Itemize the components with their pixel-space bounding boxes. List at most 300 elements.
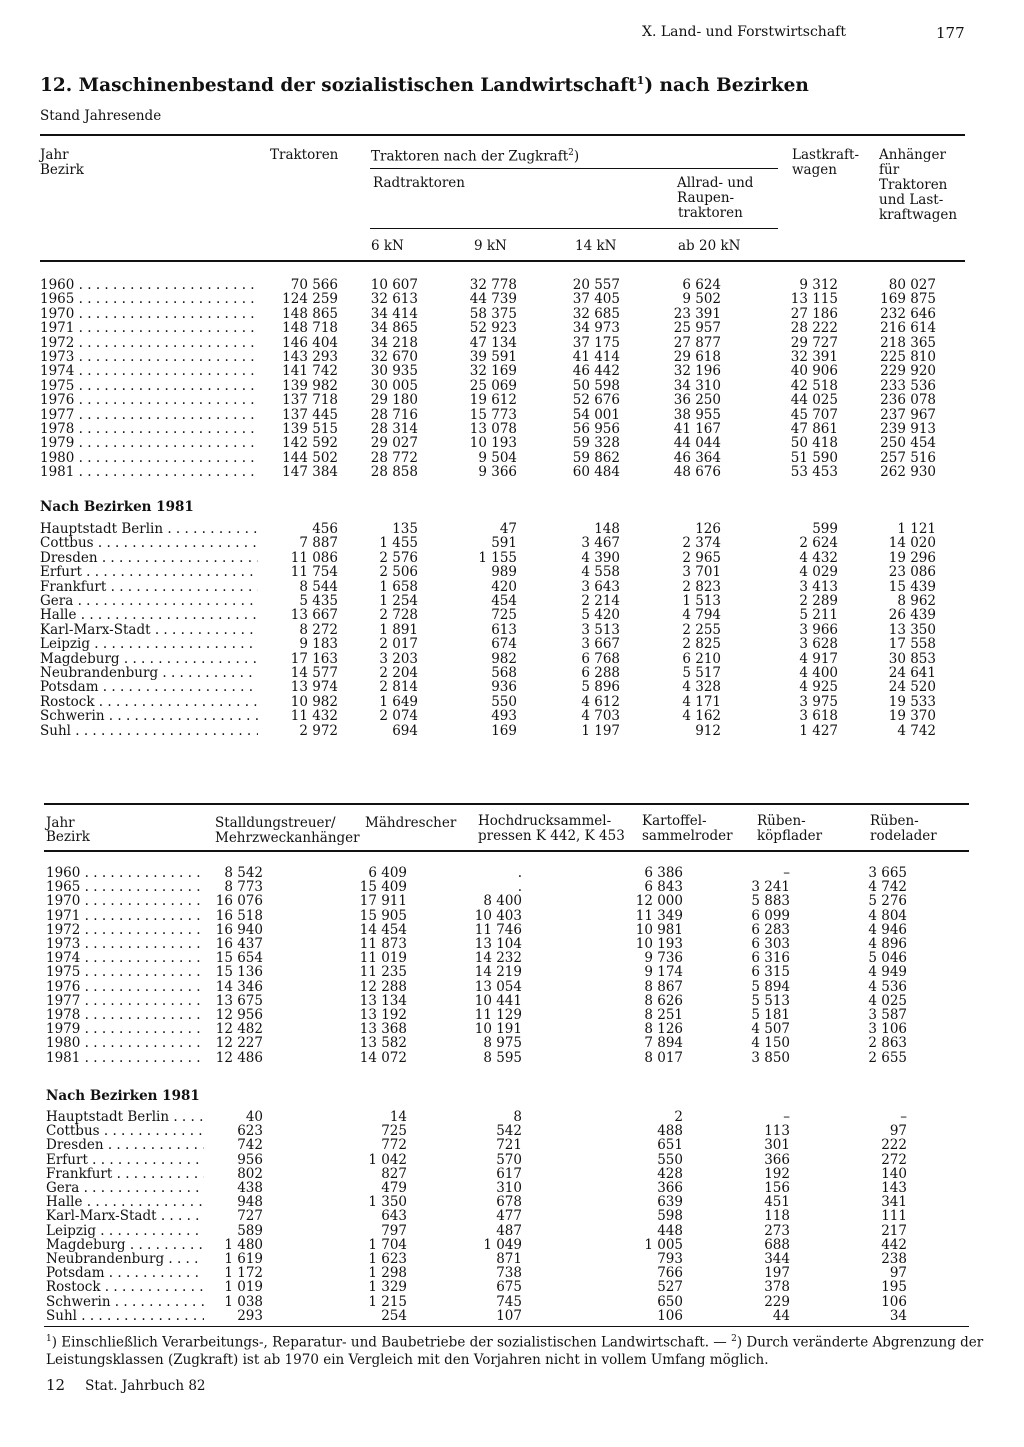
t2-head-kartoffel bbox=[642, 814, 733, 844]
table-cell: 4 400 bbox=[799, 665, 838, 681]
table-cell: 2 255 bbox=[682, 621, 721, 638]
row-label: 1976 . . . bbox=[46, 980, 204, 994]
table-cell: 8 bbox=[513, 1109, 522, 1125]
table-cell: 25 957 bbox=[673, 320, 721, 337]
table-cell: 34 310 bbox=[673, 377, 721, 394]
t2-head-kart-line1: Kartoffel- bbox=[642, 813, 707, 829]
t1-head-anh-line1: Anhänger bbox=[879, 147, 946, 163]
t2-head-rr-line1: Rüben- bbox=[870, 813, 919, 829]
t2-head-hoch-line2: pressen K 442, K 453 bbox=[478, 828, 625, 844]
row-label: Neubrandenburg . . . bbox=[46, 1252, 204, 1266]
row-label: Dresden . . . bbox=[40, 551, 258, 565]
table-cell: 12 486 bbox=[215, 1049, 263, 1066]
table-cell: 3 667 bbox=[581, 636, 620, 653]
table-cell: 42 518 bbox=[790, 377, 838, 394]
table-cell: 1 513 bbox=[682, 593, 721, 609]
table-cell: 11 873 bbox=[359, 936, 407, 952]
table-cell: 27 877 bbox=[673, 334, 721, 351]
table-cell: 1 019 bbox=[224, 1279, 263, 1296]
table-cell: 13 582 bbox=[359, 1035, 407, 1052]
table-cell: 8 544 bbox=[299, 578, 338, 595]
table-cell: 2 204 bbox=[379, 665, 418, 681]
table-cell: 216 614 bbox=[880, 320, 936, 337]
table-cell: 273 bbox=[764, 1222, 790, 1239]
table-cell: 13 134 bbox=[359, 992, 407, 1009]
table-row bbox=[0, 1181, 1024, 1195]
table-cell: 1 891 bbox=[379, 621, 418, 638]
table-cell: 550 bbox=[657, 1151, 683, 1168]
table-cell: 1 215 bbox=[368, 1293, 407, 1310]
table-row bbox=[0, 637, 1024, 651]
table-row bbox=[0, 951, 1024, 965]
table-cell: 4 150 bbox=[751, 1035, 790, 1052]
t2-head-jahr: Jahr bbox=[46, 815, 75, 831]
table-cell: – bbox=[783, 1109, 790, 1125]
table-cell: 8 773 bbox=[224, 879, 263, 896]
table-cell: 8 595 bbox=[483, 1049, 522, 1066]
row-label: Gera . . . bbox=[40, 594, 258, 608]
table-cell: 8 126 bbox=[644, 1021, 683, 1038]
table-cell: 2 374 bbox=[682, 535, 721, 552]
table-cell: 4 029 bbox=[799, 564, 838, 581]
table-cell: 222 bbox=[881, 1137, 907, 1154]
table-cell: 438 bbox=[237, 1180, 263, 1196]
table-cell: 989 bbox=[491, 564, 517, 581]
table-row bbox=[0, 1195, 1024, 1209]
table-cell: 688 bbox=[764, 1236, 790, 1253]
table-cell: 738 bbox=[496, 1265, 522, 1282]
table2-bottom-rule bbox=[44, 1326, 969, 1327]
table-cell: 623 bbox=[237, 1123, 263, 1140]
table-cell: 47 134 bbox=[469, 334, 517, 351]
table-cell: 3 975 bbox=[799, 693, 838, 710]
table-cell: 2 825 bbox=[682, 636, 721, 653]
table-cell: 1 623 bbox=[368, 1251, 407, 1267]
table-cell: 143 293 bbox=[282, 349, 338, 365]
table-cell: 32 685 bbox=[572, 305, 620, 322]
table-cell: 13 115 bbox=[790, 291, 838, 308]
row-label: 1977 . . . bbox=[40, 408, 258, 422]
table-cell: 5 046 bbox=[868, 950, 907, 967]
table-row bbox=[0, 709, 1024, 723]
table-cell: 14 020 bbox=[888, 535, 936, 552]
table-cell: 6 288 bbox=[581, 665, 620, 681]
table-cell: 41 414 bbox=[572, 349, 620, 365]
row-label: 1971 . . . bbox=[46, 909, 204, 923]
table-cell: 5 211 bbox=[799, 607, 838, 624]
table-cell: 793 bbox=[657, 1251, 683, 1267]
table-cell: 1 704 bbox=[368, 1236, 407, 1253]
table-cell: 44 739 bbox=[469, 291, 517, 308]
table-row bbox=[0, 436, 1024, 450]
table-cell: 148 865 bbox=[282, 305, 338, 322]
table-row bbox=[0, 551, 1024, 565]
table-cell: 29 180 bbox=[370, 392, 418, 409]
table-cell: 143 bbox=[881, 1180, 907, 1196]
table-cell: 28 716 bbox=[370, 406, 418, 423]
t2-head-kart-line2: sammelroder bbox=[642, 828, 733, 844]
table-cell: 725 bbox=[381, 1123, 407, 1140]
table-cell: 599 bbox=[812, 521, 838, 537]
table-cell: 225 810 bbox=[880, 349, 936, 365]
table-cell: 13 054 bbox=[474, 978, 522, 995]
row-label: 1960 . . . bbox=[46, 866, 204, 880]
table-cell: 2 655 bbox=[868, 1049, 907, 1066]
table-cell: 10 982 bbox=[290, 693, 338, 710]
table-cell: 238 bbox=[881, 1251, 907, 1267]
table-cell: 44 025 bbox=[790, 392, 838, 409]
table-cell: 34 218 bbox=[370, 334, 418, 351]
table-cell: 47 861 bbox=[790, 421, 838, 437]
table-cell: 3 203 bbox=[379, 650, 418, 667]
table-row bbox=[0, 1209, 1024, 1223]
table-row bbox=[0, 623, 1024, 637]
table-cell: 11 086 bbox=[290, 549, 338, 566]
table-cell: 4 328 bbox=[682, 679, 721, 696]
table-cell: 272 bbox=[881, 1151, 907, 1168]
table-row bbox=[0, 695, 1024, 709]
table-cell: 80 027 bbox=[888, 277, 936, 293]
footer-source: Stat. Jahrbuch 82 bbox=[85, 1378, 206, 1394]
table-cell: 56 956 bbox=[572, 421, 620, 437]
table-cell: 488 bbox=[657, 1123, 683, 1140]
row-label: Leipzig . . . bbox=[46, 1224, 204, 1238]
table-cell: 2 074 bbox=[379, 708, 418, 725]
row-label: Schwerin . . . bbox=[40, 709, 258, 723]
table-row bbox=[0, 580, 1024, 594]
table-cell: 912 bbox=[695, 722, 721, 739]
table-cell: 34 865 bbox=[370, 320, 418, 337]
table-row bbox=[0, 980, 1024, 994]
table-cell: 4 612 bbox=[581, 693, 620, 710]
table-cell: 169 bbox=[491, 722, 517, 739]
t2-section-bezirke: Nach Bezirken 1981 bbox=[46, 1088, 200, 1104]
table-row bbox=[0, 965, 1024, 979]
table-cell: 13 368 bbox=[359, 1021, 407, 1038]
table-cell: 8 626 bbox=[644, 992, 683, 1009]
table-cell: 29 027 bbox=[370, 435, 418, 452]
table-cell: 4 558 bbox=[581, 564, 620, 581]
table-cell: 2 624 bbox=[799, 535, 838, 552]
table-row bbox=[0, 608, 1024, 622]
table-cell: 568 bbox=[491, 665, 517, 681]
table-cell: 24 520 bbox=[888, 679, 936, 696]
table-cell: 598 bbox=[657, 1208, 683, 1225]
table-cell: 51 590 bbox=[790, 449, 838, 466]
table-cell: 13 350 bbox=[888, 621, 936, 638]
t2-head-rk-line2: köpflader bbox=[757, 828, 823, 844]
table-cell: 1 455 bbox=[379, 535, 418, 552]
t2-head-maehdrescher: Mähdrescher bbox=[365, 815, 457, 831]
table-row bbox=[0, 1036, 1024, 1050]
table-cell: 454 bbox=[491, 593, 517, 609]
table-cell: 34 414 bbox=[370, 305, 418, 322]
table-row bbox=[0, 278, 1024, 292]
table-cell: 1 049 bbox=[483, 1236, 522, 1253]
table-cell: 448 bbox=[657, 1222, 683, 1239]
table-cell: 15 439 bbox=[888, 578, 936, 595]
table-cell: 39 591 bbox=[469, 349, 517, 365]
table-cell: 10 441 bbox=[474, 992, 522, 1009]
table-cell: 6 303 bbox=[751, 936, 790, 952]
table-row bbox=[0, 1153, 1024, 1167]
footnote-1-mark: 1 bbox=[46, 1334, 52, 1344]
table-cell: 1 329 bbox=[368, 1279, 407, 1296]
row-label: 1965 . . . bbox=[46, 880, 204, 894]
table-cell: 14 346 bbox=[215, 978, 263, 995]
table-cell: 233 536 bbox=[880, 377, 936, 394]
row-label: 1972 . . . bbox=[40, 336, 258, 350]
row-label: Karl-Marx-Stadt . . . bbox=[46, 1209, 204, 1223]
table-cell: 5 883 bbox=[751, 893, 790, 910]
table-cell: 3 618 bbox=[799, 708, 838, 725]
table-cell: 17 911 bbox=[359, 893, 407, 910]
row-label: Cottbus . . . bbox=[40, 536, 258, 550]
table-cell: 6 210 bbox=[682, 650, 721, 667]
table-row bbox=[0, 307, 1024, 321]
table-cell: 32 613 bbox=[370, 291, 418, 308]
table-cell: 310 bbox=[496, 1180, 522, 1196]
table-row bbox=[0, 350, 1024, 364]
t1-head-zugkraft-close: ) bbox=[573, 148, 580, 165]
table-cell: 745 bbox=[496, 1293, 522, 1310]
table-cell: 20 557 bbox=[572, 277, 620, 293]
table-cell: 2 728 bbox=[379, 607, 418, 624]
table-cell: – bbox=[783, 865, 790, 881]
table-cell: 9 736 bbox=[644, 950, 683, 967]
table-cell: 28 858 bbox=[370, 464, 418, 481]
table-cell: 197 bbox=[764, 1265, 790, 1282]
table-cell: 144 502 bbox=[282, 449, 338, 466]
table-row bbox=[0, 292, 1024, 306]
row-label: 1971 . . . bbox=[40, 321, 258, 335]
table-cell: 17 558 bbox=[888, 636, 936, 653]
table-cell: 195 bbox=[881, 1279, 907, 1296]
table-cell: 4 949 bbox=[868, 964, 907, 981]
table-cell: 229 920 bbox=[880, 363, 936, 380]
table-cell: 9 366 bbox=[478, 464, 517, 481]
table-cell: 5 435 bbox=[299, 593, 338, 609]
table-cell: 8 867 bbox=[644, 978, 683, 995]
t1-head-14kn: 14 kN bbox=[575, 238, 617, 254]
table-cell: 141 742 bbox=[282, 363, 338, 380]
row-label: 1973 . . . bbox=[46, 937, 204, 951]
t1-head-20kn: ab 20 kN bbox=[678, 238, 741, 254]
table-cell: 1 658 bbox=[379, 578, 418, 595]
table-cell: 7 887 bbox=[299, 535, 338, 552]
table-cell: 4 025 bbox=[868, 992, 907, 1009]
row-label: Potsdam . . . bbox=[46, 1266, 204, 1280]
title-tail: ) nach Bezirken bbox=[644, 75, 809, 97]
row-label: 1972 . . . bbox=[46, 923, 204, 937]
table-cell: 46 442 bbox=[572, 363, 620, 380]
table-cell: 479 bbox=[381, 1180, 407, 1196]
row-label: Neubrandenburg . . . bbox=[40, 666, 258, 680]
table-cell: 4 742 bbox=[897, 722, 936, 739]
t1-head-6kn: 6 kN bbox=[371, 238, 404, 254]
table-cell: 617 bbox=[496, 1165, 522, 1182]
table-cell: 366 bbox=[657, 1180, 683, 1196]
page-number: 177 bbox=[936, 24, 965, 42]
table-cell: 797 bbox=[381, 1222, 407, 1239]
t1-head-radtraktoren: Radtraktoren bbox=[373, 175, 465, 191]
table-cell: 8 542 bbox=[224, 865, 263, 881]
table-cell: 8 272 bbox=[299, 621, 338, 638]
table-cell: 13 192 bbox=[359, 1007, 407, 1023]
t1-section-bezirke: Nach Bezirken 1981 bbox=[40, 499, 194, 515]
table-cell: 106 bbox=[657, 1307, 683, 1324]
row-label: Karl-Marx-Stadt . . . bbox=[40, 623, 258, 637]
table-cell: 13 974 bbox=[290, 679, 338, 696]
table-cell: 1 172 bbox=[224, 1265, 263, 1282]
table-cell: 948 bbox=[237, 1194, 263, 1211]
table-cell: 4 896 bbox=[868, 936, 907, 952]
table-cell: 14 577 bbox=[290, 665, 338, 681]
table-cell: 41 167 bbox=[673, 421, 721, 437]
row-label: Leipzig . . . bbox=[40, 637, 258, 651]
table-row bbox=[0, 1167, 1024, 1181]
table-cell: 3 966 bbox=[799, 621, 838, 638]
table-cell: 1 619 bbox=[224, 1251, 263, 1267]
table-cell: 38 955 bbox=[673, 406, 721, 423]
row-label: 1981 . . . bbox=[46, 1051, 204, 1065]
table-cell: 53 453 bbox=[790, 464, 838, 481]
table-cell: 17 163 bbox=[290, 650, 338, 667]
t1-head-anh-line3: Traktoren bbox=[879, 177, 948, 193]
table-cell: 956 bbox=[237, 1151, 263, 1168]
table-cell: 6 624 bbox=[682, 277, 721, 293]
table-cell: 4 804 bbox=[868, 907, 907, 924]
table-cell: 6 283 bbox=[751, 921, 790, 938]
table-cell: 148 718 bbox=[282, 320, 338, 337]
t2-head-hochdruck bbox=[478, 814, 625, 844]
table-cell: 12 482 bbox=[215, 1021, 263, 1038]
table-cell: 2 814 bbox=[379, 679, 418, 696]
table-cell: 827 bbox=[381, 1165, 407, 1182]
table-cell: 341 bbox=[881, 1194, 907, 1211]
table-cell: 451 bbox=[764, 1194, 790, 1211]
row-label: 1970 . . . bbox=[40, 307, 258, 321]
row-label: 1970 . . . bbox=[46, 894, 204, 908]
title-main: 12. Maschinenbestand der sozialistischen Landwirtschaft bbox=[40, 75, 637, 97]
footnote-2-text: ) Durch veränderte Abgrenzung der Leistungsklassen (Zugkraft) ist ab 1970 ein Vergleich mit den Vorjahren nicht in vollem Umfang möglich. bbox=[46, 1334, 984, 1368]
table-row bbox=[0, 1266, 1024, 1280]
row-label: Gera . . . bbox=[46, 1181, 204, 1195]
row-label: 1960 . . . bbox=[40, 278, 258, 292]
row-label: 1978 . . . bbox=[40, 422, 258, 436]
row-label: Magdeburg . . . bbox=[40, 652, 258, 666]
table-cell: 40 906 bbox=[790, 363, 838, 380]
t1-head-lkw-line2: wagen bbox=[792, 162, 837, 178]
footnote-2-mark: 2 bbox=[731, 1334, 737, 1344]
table-cell: 25 069 bbox=[469, 377, 517, 394]
table-cell: 366 bbox=[764, 1151, 790, 1168]
row-label: 1979 . . . bbox=[40, 436, 258, 450]
table-cell: 3 513 bbox=[581, 621, 620, 638]
table-cell: 6 386 bbox=[644, 865, 683, 881]
row-label: Erfurt . . . bbox=[46, 1153, 204, 1167]
table-cell: 126 bbox=[695, 521, 721, 537]
table-cell: 378 bbox=[764, 1279, 790, 1296]
table-cell: 147 384 bbox=[282, 464, 338, 481]
table-cell: 137 718 bbox=[282, 392, 338, 409]
t2-head-stall-line2: Mehrzweckanhänger bbox=[215, 830, 360, 846]
table-cell: 11 746 bbox=[474, 921, 522, 938]
table-row bbox=[0, 909, 1024, 923]
table-cell: 45 707 bbox=[790, 406, 838, 423]
table-cell: 5 181 bbox=[751, 1007, 790, 1023]
page-footer bbox=[46, 1376, 206, 1394]
table-cell: 6 315 bbox=[751, 964, 790, 981]
table-cell: 9 504 bbox=[478, 449, 517, 466]
t2-head-hoch-line1: Hochdrucksammel- bbox=[478, 813, 612, 829]
table-cell: 15 409 bbox=[359, 879, 407, 896]
table-cell: 4 162 bbox=[682, 708, 721, 725]
table-row bbox=[0, 894, 1024, 908]
table-cell: 15 136 bbox=[215, 964, 263, 981]
table-cell: 591 bbox=[491, 535, 517, 552]
table-cell: 1 480 bbox=[224, 1236, 263, 1253]
t1-head-allrad bbox=[677, 176, 753, 221]
table-cell: 10 981 bbox=[635, 921, 683, 938]
table-cell: 1 427 bbox=[799, 722, 838, 739]
table-cell: 148 bbox=[594, 521, 620, 537]
table-cell: 13 675 bbox=[215, 992, 263, 1009]
table-cell: 29 727 bbox=[790, 334, 838, 351]
row-label: 1974 . . . bbox=[46, 951, 204, 965]
table-cell: 2 017 bbox=[379, 636, 418, 653]
t2-head-stall-line1: Stalldungstreuer/ bbox=[215, 815, 336, 831]
table-cell: 16 437 bbox=[215, 936, 263, 952]
table-cell: 46 364 bbox=[673, 449, 721, 466]
table-cell: 7 894 bbox=[644, 1035, 683, 1052]
table-cell: 4 794 bbox=[682, 607, 721, 624]
table-cell: 11 129 bbox=[474, 1007, 522, 1023]
row-label: Hauptstadt Berlin . . . bbox=[46, 1110, 204, 1124]
row-label: 1978 . . . bbox=[46, 1008, 204, 1022]
row-label: Dresden . . . bbox=[46, 1138, 204, 1152]
table-cell: 2 863 bbox=[868, 1035, 907, 1052]
table-row bbox=[0, 666, 1024, 680]
t1-zugkraft-rule bbox=[370, 168, 778, 169]
t1-head-jahr: Jahr bbox=[40, 147, 69, 163]
table-cell: 301 bbox=[764, 1137, 790, 1154]
table-cell: 156 bbox=[764, 1180, 790, 1196]
table-cell: 2 965 bbox=[682, 549, 721, 566]
table-cell: 70 566 bbox=[290, 277, 338, 293]
table-cell: 678 bbox=[496, 1194, 522, 1211]
table-cell: 4 507 bbox=[751, 1021, 790, 1038]
table-cell: 1 038 bbox=[224, 1293, 263, 1310]
table-cell: 37 175 bbox=[572, 334, 620, 351]
table-cell: 2 214 bbox=[581, 593, 620, 609]
table-cell: 9 312 bbox=[799, 277, 838, 293]
table-row bbox=[0, 465, 1024, 479]
row-label: Cottbus . . . bbox=[46, 1124, 204, 1138]
table-row bbox=[0, 565, 1024, 579]
table-cell: 239 913 bbox=[880, 421, 936, 437]
table-cell: 3 628 bbox=[799, 636, 838, 653]
table-cell: 58 375 bbox=[469, 305, 517, 322]
table-cell: 1 350 bbox=[368, 1194, 407, 1211]
table-cell: 218 365 bbox=[880, 334, 936, 351]
row-label: 1973 . . . bbox=[40, 350, 258, 364]
table-cell: 23 391 bbox=[673, 305, 721, 322]
t2-head-bezirk: Bezirk bbox=[46, 829, 90, 845]
table-cell: 8 975 bbox=[483, 1035, 522, 1052]
table-cell: 1 042 bbox=[368, 1151, 407, 1168]
table-cell: 32 670 bbox=[370, 349, 418, 365]
